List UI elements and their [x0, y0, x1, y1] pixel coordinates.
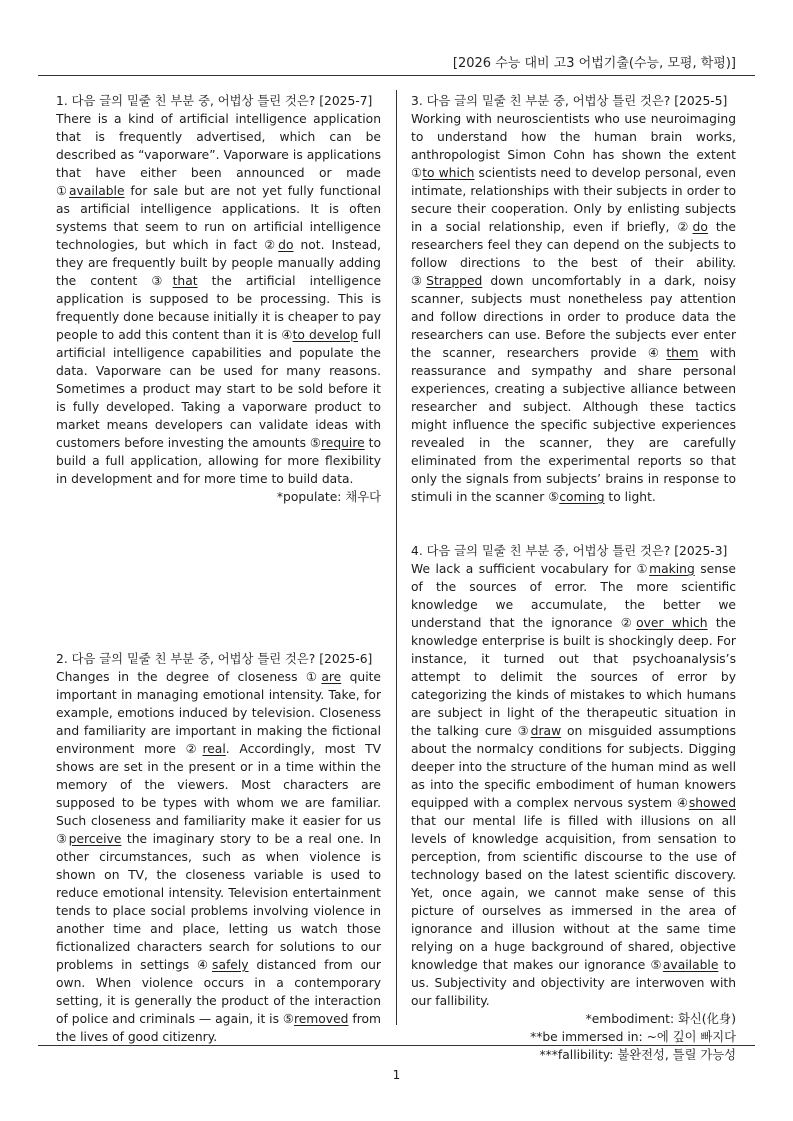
question-title: 2. 다음 글의 밑줄 친 부분 중, 어법상 틀린 것은? [2025-6]: [56, 652, 373, 666]
question-3: [411, 92, 736, 506]
passage-text: full artificial intelligence capabilities and populate the data. Vaporware can be used for many reasons. Sometimes a product may start to be sold before it is fully developed. Taking a vaporware product to market means developers can validate ideas with customers before investing the amounts ⑤: [56, 328, 381, 450]
passage-text: to us. Subjectivity and objectivity are interwoven with our fallibility.: [411, 958, 736, 1008]
question-body: [56, 670, 381, 1044]
column-divider: [396, 90, 397, 1025]
underlined-choice: do: [278, 238, 294, 252]
passage-text: for sale but are not yet fully functional as artificial intelligence applications. It is often systems that seem to run on artificial intelligence technologies, but which in fact ②: [56, 184, 381, 252]
passage-text: quite important in managing emotional intensity. Take, for example, emotions induced by television. Closeness and familiarity are important in making the fictional environment more ②: [56, 670, 382, 756]
header-rule: [38, 75, 755, 76]
question-title: 3. 다음 글의 밑줄 친 부분 중, 어법상 틀린 것은? [2025-5]: [411, 94, 728, 108]
passage-text: the knowledge enterprise is built is shockingly deep. For instance, it turned out that psychoanalysis’s attempt to delimit the sources of error by categorizing the kinds of mistakes to which humans are subject in light of the therapeutic situation in the talking cure ③: [411, 616, 736, 738]
passage-text: that our mental life is filled with illusions on all levels of knowledge acquisition, from sensation to perception, from scientific discourse to the use of technology based on the latest scientific discovery. Yet, once again, we cannot make sense of this picture of ourselves as immersed in the area of ignorance and illusion without at the same time relying on a huge background of shared, objective knowledge that makes our ignorance ⑤: [411, 814, 736, 972]
underlined-choice: to develop: [292, 328, 358, 342]
page-number: 1: [392, 1068, 401, 1082]
underlined-choice: draw: [530, 724, 562, 738]
question-4: [411, 542, 736, 1064]
vocabulary-gloss: *populate: 채우다: [276, 490, 381, 504]
passage-text: not. Instead, they are frequently built by people manually adding the content ③: [56, 238, 381, 288]
passage-text: There is a kind of artificial intelligence application that is frequently advertised, which can be described as “vaporware”. Vaporware is applications that have either been announced or made ①: [56, 112, 381, 198]
underlined-choice: showed: [688, 796, 736, 810]
vocabulary-gloss: **be immersed in: ~에 깊이 빠지다: [530, 1030, 736, 1044]
passage-text: to build a full application, allowing for more flexibility in development and for more time to build data.: [56, 436, 381, 486]
footer-rule: [38, 1045, 755, 1046]
passage-text: We lack a sufficient vocabulary for ①: [411, 562, 650, 576]
passage-text: on misguided assumptions about the normalcy conditions for subjects. Digging deeper into the structure of the human mind as well as into the specific embodiment of human knowers equipped with a complex nervous system ④: [411, 724, 736, 810]
underlined-choice: them: [666, 346, 699, 360]
passage-text: scientists need to develop personal, even intimate, relationships with their subjects in order to secure their cooperation. Only by enlisting subjects in a social relationship, even if briefly, ②: [411, 166, 736, 234]
underlined-choice: making: [649, 562, 695, 576]
underlined-choice: to which: [422, 166, 475, 180]
question-1: [56, 92, 381, 506]
underlined-choice: coming: [559, 490, 605, 504]
passage-text: sense of the sources of error. The more scientific knowledge we accumulate, the better we understand that the ignorance ②: [411, 562, 736, 630]
underlined-choice: available: [662, 958, 719, 972]
underlined-choice: over which: [636, 616, 708, 630]
passage-text: the researchers feel they can depend on the subjects to follow directions to the best of their ability. ③: [411, 220, 736, 288]
passage-text: the artificial intelligence application is supposed to be processing. This is frequently done because initially it is cheaper to pay people to add this content than it is ④: [56, 274, 382, 342]
question-body: [411, 112, 736, 504]
passage-text: . Accordingly, most TV shows are set in the present or in a time within the memory of the viewers. Most characters are supposed to be types with whom we are familiar. Such closeness and familiarity make it easier for us ③: [56, 742, 381, 846]
underlined-choice: do: [692, 220, 708, 234]
underlined-choice: are: [321, 670, 342, 684]
question-body: [411, 562, 736, 1008]
vocabulary-gloss: *embodiment: 화신(化身): [585, 1012, 736, 1026]
question-title: 4. 다음 글의 밑줄 친 부분 중, 어법상 틀린 것은? [2025-3]: [411, 544, 728, 558]
underlined-choice: require: [320, 436, 365, 450]
question-title: 1. 다음 글의 밑줄 친 부분 중, 어법상 틀린 것은? [2025-7]: [56, 94, 373, 108]
question-2: [56, 650, 381, 1046]
underlined-choice: that: [172, 274, 198, 288]
underlined-choice: Strapped: [426, 274, 483, 288]
underlined-choice: removed: [293, 1012, 349, 1026]
vocabulary-gloss: ***fallibility: 불완전성, 틀릴 가능성: [539, 1048, 736, 1062]
passage-text: distanced from our own. When violence occurs in a contemporary setting, it is generally the product of the interaction of police and criminals — again, it is ⑤: [56, 958, 381, 1026]
passage-text: with reassurance and sympathy and share personal experiences, creating a subjective alliance between researcher and subject. Although these tactics might influence the specific subjective experiences revealed in the scanner, they are carefully eliminated from the experimental reports so that only the signals from subjects’ brains in response to stimuli in the scanner ⑤: [411, 346, 736, 504]
passage-text: down uncomfortably in a dark, noisy scanner, subjects must nonetheless pay attention and follow directions in order to produce data the researchers can use. Before the subjects ever enter the scanner, researchers provide ④: [411, 274, 736, 360]
passage-text: from the lives of good citizenry.: [56, 1012, 381, 1044]
underlined-choice: available: [69, 184, 125, 198]
passage-text: Working with neuroscientists who use neuroimaging to understand how the human brain works, anthropologist Simon Cohn has shown the extent ①: [411, 112, 736, 180]
passage-text: to light.: [604, 490, 656, 504]
underlined-choice: safely: [212, 958, 249, 972]
passage-text: the imaginary story to be a real one. In other circumstances, such as when violence is shown on TV, the closeness variable is used to reduce emotional intensity. Television entertainment tends to place social problems involving violence in another time and place, letting us watch those fictionalized characters search for solutions to our problems in settings ④: [56, 832, 381, 972]
question-body: [56, 112, 381, 486]
passage-text: Changes in the degree of closeness ①: [56, 670, 322, 684]
page-header-title: [2026 수능 대비 고3 어법기출(수능, 모평, 학평)]: [452, 56, 736, 71]
underlined-choice: real: [202, 742, 226, 756]
underlined-choice: perceive: [68, 832, 122, 846]
